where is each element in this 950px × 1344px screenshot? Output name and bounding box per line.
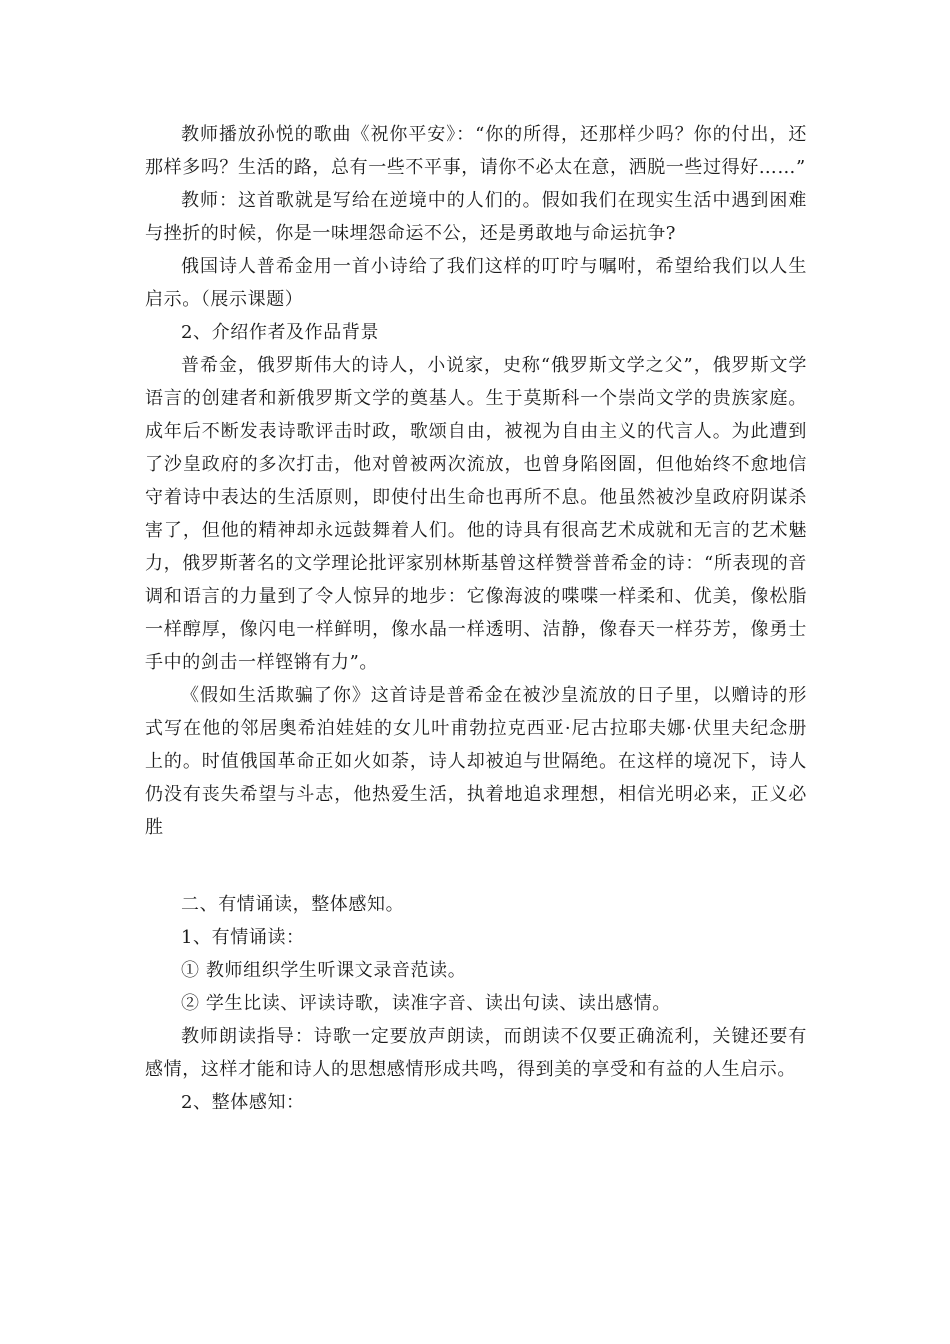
paragraph-pushkin-bio: 普希金，俄罗斯伟大的诗人，小说家，史称“俄罗斯文学之父”，俄罗斯文学语言的创建者和新俄罗斯文学的奠基人。生于莫斯科一个崇尚文学的贵族家庭。成年后不断发表诗歌评击时政，歌颂自由，被视为自由主义的代言人。为此遭到了沙皇政府的多次打击，他对曾被两次流放，也曾身陷囹圄，但他始终不愈地信守着诗中表达的生活原则，即使付出生命也再所不息。他虽然被沙皇政府阴谋杀害了，但他的精神却永远鼓舞着人们。他的诗具有很高艺术成就和无言的艺术魅力，俄罗斯著名的文学理论批评家别林斯基曾这样赞誉普希金的诗：“所表现的音调和语言的力量到了令人惊异的地步：它像海波的喋喋一样柔和、优美，像松脂一样醇厚，像闪电一样鲜明，像水晶一样透明、洁静，像春天一样芬芳，像勇士手中的剑击一样铿锵有力”。: [145, 355, 807, 673]
heading-overall-perception: 2、整体感知：: [181, 1092, 305, 1113]
paragraph-teacher-question: 教师：这首歌就是写给在逆境中的人们的。假如我们在现实生活中遇到困难与挫折的时候，你是一味埋怨命运不公，还是勇敢地与命运抗争?: [145, 190, 807, 244]
list-item-compare-reading: ② 学生比读、评读诗歌，读准字音、读出句读、读出感情。: [181, 993, 671, 1014]
document-body: [145, 118, 807, 1119]
heading-section-two: 二、有情诵读，整体感知。: [181, 894, 405, 915]
paragraph-poem-background: 《假如生活欺骗了你》这首诗是普希金在被沙皇流放的日子里，以赠诗的形式写在他的邻居奥希泊娃娃的女儿叶甫勃拉克西亚·尼古拉耶夫娜·伏里夫纪念册上的。时值俄国革命正如火如荼，诗人却被迫与世隔绝。在这样的境况下，诗人仍没有丧失希望与斗志，他热爱生活，执着地追求理想，相信光明必来，正义必胜: [145, 685, 807, 838]
paragraph-reading-guidance: 教师朗读指导：诗歌一定要放声朗读，而朗读不仅要正确流利，关键还要有感情，这样才能和诗人的思想感情形成共鸣，得到美的享受和有益的人生启示。: [145, 1026, 807, 1080]
section-gap: [145, 844, 807, 888]
list-item-recording: ① 教师组织学生听课文录音范读。: [181, 960, 467, 981]
paragraph-song-quote: 教师播放孙悦的歌曲《祝你平安》：“你的所得，还那样少吗？你的付出，还那样多吗？生活的路，总有一些不平事，请你不必太在意，洒脱一些过得好……”: [145, 124, 807, 178]
heading-emotional-reading: 1、有情诵读：: [181, 927, 305, 948]
heading-author-background: 2、介绍作者及作品背景: [181, 322, 380, 343]
paragraph-poet-intro: 俄国诗人普希金用一首小诗给了我们这样的叮咛与嘱咐，希望给我们以人生启示。（展示课题）: [145, 256, 807, 310]
